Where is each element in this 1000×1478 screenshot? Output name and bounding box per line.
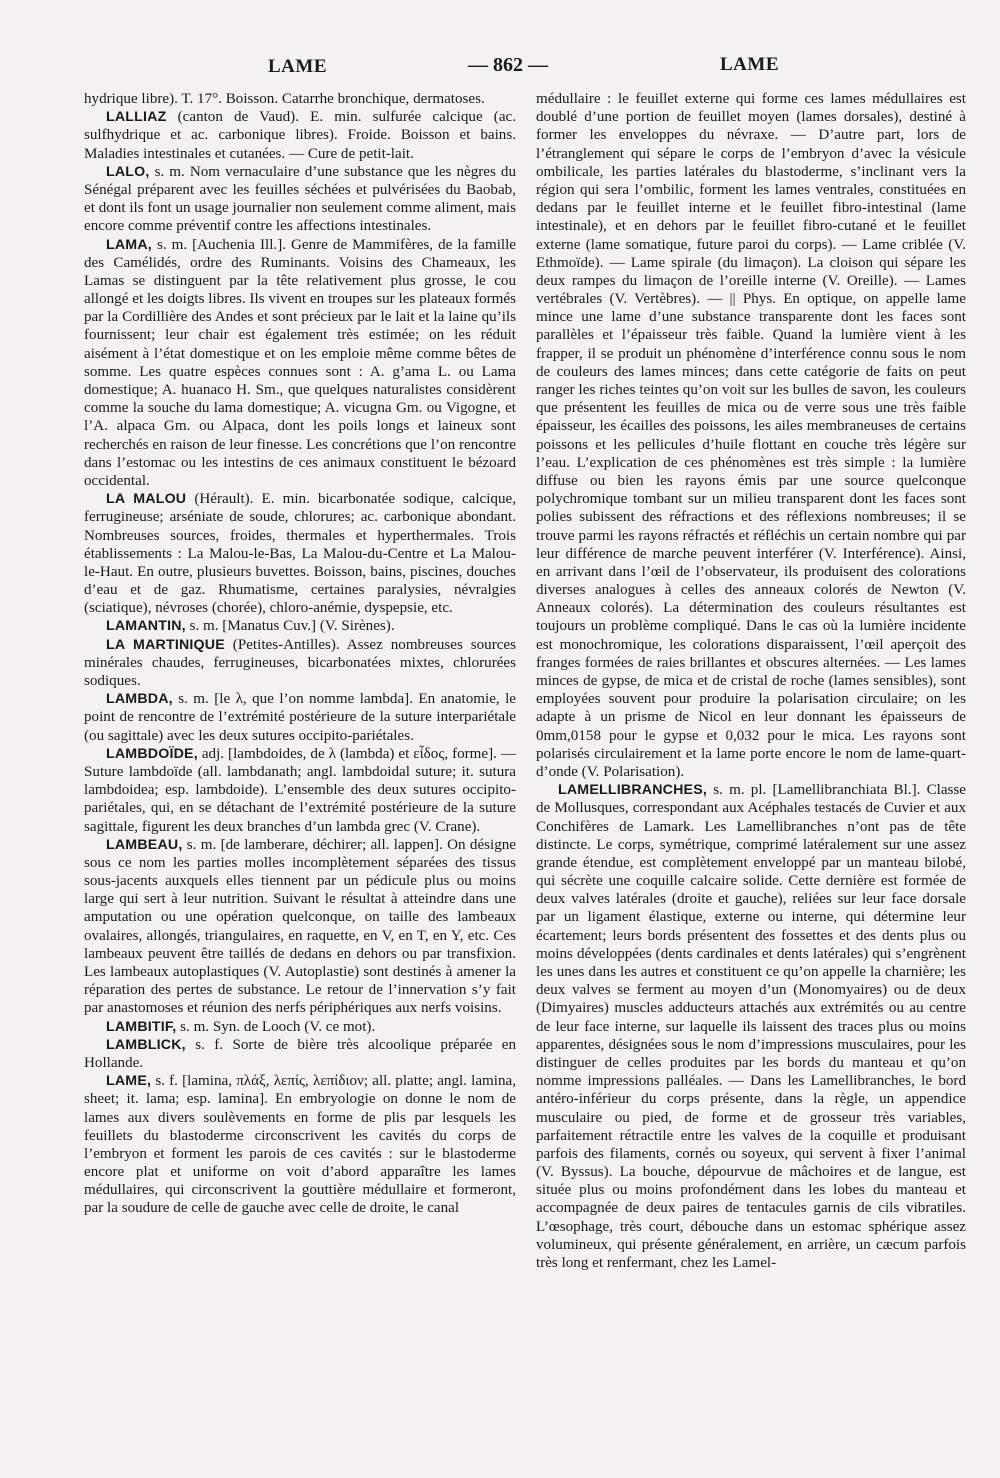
entry-text: s. m. [Auchenia Ill.]. Genre de Mammifères, de la famille des Camélidés, ordre des Ruminants. Voisins des Chameaux, les Lamas se distinguent par la tête relativement plus grosse, le cou allongé et les doigts libres. Ils vivent en troupes sur les plateaux formés par la Cordillière des Andes et sont précieux par le lait et la laine qu’ils fournissent; leur chair est également très estimée; on les réduit aisément à l’état domestique et on les emploie même comme bêtes de somme. Les quatre espèces connues sont : A. g’ama L. ou Lama domestique; A. huanaco H. Sm., que quelques naturalistes considèrent comme la souche du lama domestique; A. vicugna Gm. ou Vigogne, et l’A. alpaca Gm. ou Alpaca, dont les poils longs et laineux sont recherchés en raison de leur finesse. Les concrétions que l’on rencontre dans l’estomac ou les intestins de ces animaux constituent le bézoard occidental. [84, 236, 516, 489]
dictionary-entry [536, 781, 966, 1272]
entry-text: s. m. [Manatus Cuv.] (V. Sirènes). [185, 618, 395, 635]
entry-text: (Hérault). E. min. bicarbonatée sodique, calcique, ferrugineuse; arséniate de soude, chlorures; ac. carbonique abondant. Nombreuses sources, froides, thermales et hyperthermales. Trois établissements : La Malou-le-Bas, La Malou-du-Centre et La Malou-le-Haut. En outre, plusieurs buvettes. Boisson, bains, piscines, douches d’eau et de gaz. Rhumatisme, certaines paralysies, névralgies (sciatique), névroses (chorée), chloro-anémie, dyspepsie, etc. [84, 491, 516, 617]
right-column [536, 90, 966, 1272]
running-header [0, 52, 1000, 88]
dictionary-entry [84, 163, 516, 236]
dictionary-entry [84, 690, 516, 745]
entry-headword: LALLIAZ [106, 109, 167, 126]
dictionary-entry [84, 236, 516, 491]
header-right-word: LAME [720, 54, 779, 75]
entry-headword: LALO, [106, 163, 150, 180]
entry-text: s. f. Sorte de bière très alcoolique préparée en Hollande. [84, 1036, 516, 1071]
dictionary-entry [84, 490, 516, 617]
entry-text: hydrique libre). T. 17°. Boisson. Catarrhe bronchique, dermatoses. [84, 91, 485, 107]
dictionary-entry [536, 90, 966, 781]
entry-headword: LA MALOU [106, 491, 187, 508]
entry-text: s. m. [le λ, que l’on nomme lambda]. En anatomie, le point de rencontre de l’extrémité postérieure de la suture interpariétale (ou sagittale) avec les deux sutures occipito-pariétales. [84, 691, 516, 744]
entry-text: (canton de Vaud). E. min. sulfurée calcique (ac. sulfhydrique et ac. carbonique libres). Froide. Boisson et bains. Maladies intestinales et cutanées. — Cure de petit-lait. [84, 109, 516, 162]
entry-headword: LA MARTINIQUE [106, 636, 225, 653]
entry-text: (Petites-Antilles). Assez nombreuses sources minérales chaudes, ferrugineuses, bicarbonatées mixtes, chlorurées sodiques. [84, 636, 516, 689]
entry-headword: LAMBEAU, [106, 836, 183, 853]
dictionary-entry [84, 1072, 516, 1218]
dictionary-entry [84, 1018, 516, 1036]
entry-text: s. m. [de lamberare, déchirer; all. lappen]. On désigne sous ce nom les parties molles incomplètement séparées des tissus sous-jacents auxquels elles tiennent par un pédicule plus ou moins large qui sert à leur nutrition. Suivant le résultat à atteindre dans une amputation ou une opération quelconque, on taille des lambeaux ovalaires, allongés, triangulaires, en raquette, en V, en T, en Y, etc. Ces lambeaux peuvent être taillés de dedans en dehors ou par transfixion. Les lambeaux autoplastiques (V. Autoplastie) sont destinés à amener la réparation des pertes de substance. Le retour de l’innervation s’y fait par anastomoses et réunion des nerfs périphériques aux nerfs voisins. [84, 836, 516, 1017]
dictionary-entry [84, 90, 516, 108]
entry-headword: LAMA, [106, 236, 152, 253]
dictionary-entry [84, 1036, 516, 1072]
dictionary-entry [84, 636, 516, 691]
entry-headword: LAMELLIBRANCHES, [558, 782, 708, 799]
entry-headword: LAMBDOÏDE, [106, 745, 198, 762]
entry-headword: LAMBLICK, [106, 1036, 186, 1053]
entry-text: s. m. Nom vernaculaire d’une substance que les nègres du Sénégal préparent avec les feuilles séchées et pulvérisées du Baobab, et dont ils font un usage journalier non seulement comme aliment, mais encore comme préventif contre les affections intestinales. [84, 163, 516, 235]
left-column [84, 90, 516, 1218]
entry-text: médullaire : le feuillet externe qui forme ces lames médullaires est doublé d’une portion de feuillet moyen (lames dorsales), destiné à former les enveloppes du névraxe. — D’autre part, lors de l’étranglement qui sépare le corps de l’embryon d’avec la vésicule ombilicale, les parties latérales du blastoderme, s’inclinant vers la région qui sera l’ombilic, forment les lames ventrales, constituées en dedans par le feuillet interne et le feuillet fibro-intestinal (lame intestinale), et en dehors par le feuillet fibro-cutané et le feuillet externe (lame somatique, future paroi du corps). — Lame criblée (V. Ethmoïde). — Lame spirale (du limaçon). La cloison qui sépare les deux rampes du limaçon de l’oreille interne (V. Oreille). — Lames vertébrales (V. Vertèbres). — || Phys. En optique, on appelle lame mince une lame d’une substance transparente dont les faces sont parallèles et l’épaisseur très faible. Quand la lumière vient à les frapper, il se produit un phénomène d’interférence connu sous le nom de couleurs des lames minces; dans cette catégorie de faits on peut ranger les riches teintes qu’on voit sur les bulles de savon, les couleurs que présentent les feuilles de mica ou de verre sous une très faible épaisseur, les écailles des poissons, les ailes membraneuses de certains poissons et les pellicules d’huile flottant en couche très légère sur l’eau. L’explication de ces phénomènes est très simple : la lumière diffuse ou bien les rayons émis par une source quelconque polychromique tombant sur un milieu transparent dont les faces sont polies subissent des réfractions et des réflexions nombreuses; il se trouve parmi les rayons réfractés et réfléchis un certain nombre qui par leur différence de marche peuvent interférer (V. Interférence). Ainsi, en arrivant dans l’œil de l’observateur, ils produisent des colorations diverses analogues à celles des anneaux colorés de Newton (V. Anneaux colorés). La détermination des couleurs résultantes est toujours un problème compliqué. Dans le cas où la lumière incidente est monochromique, les colorations disparaissent, l’œil aperçoit des franges formées de raies brillantes et obscures alternées. — Les lames minces de gypse, de mica et de cristal de roche (lames sensibles), sont employées souvent pour produire la polarisation circulaire; on les adapte à un prisme de Nicol en leur donnant les épaisseurs de 0mm,0158 pour le gypse et 0,032 pour le mica. Les rayons sont polarisés circulairement et la lame porte encore le nom de lame-quart-d’onde (V. Polarisation). [536, 91, 966, 780]
entry-headword: LAMANTIN, [106, 618, 186, 635]
entry-text: s. m. pl. [Lamellibranchiata Bl.]. Classe de Mollusques, correspondant aux Acéphales testacés de Cuvier et aux Conchifères de Lamark. Les Lamellibranches n’ont pas de tête distincte. Le corps, symétrique, comprimé latéralement sur une assez grande étendue, est complètement enveloppé par un manteau bilobé, qui sécrète une coquille calcaire solide. Cette dernière est formée de deux valves latérales (droite et gauche), reliées sur leur face dorsale par un ligament élastique, externe ou interne, qui détermine leur écartement; leurs bords présentent des fossettes et des dents plus ou moins développées (dents cardinales et dents latérales) qui s’engrènent les unes dans les autres et constituent ce qu’on appelle la charnière; les deux valves se ferment au moyen d’un (Monomyaires) ou de deux (Dimyaires) muscles adducteurs attachés aux extrémités ou au centre de leur face interne, sur laquelle ils laissent des traces plus ou moins apparentes, désignées sous le nom d’impressions musculaires, pour les distinguer de celles produites par les bords du manteau et qu’on nomme impressions palléales. — Dans les Lamellibranches, le bord antéro-inférieur du corps présente, dans la règle, un appendice musculaire ou pied, de forme et de grosseur très variables, parfaitement rétractile entre les valves de la coquille et produisant parfois des filaments, cornés ou soyeux, qui servent à fixer l’animal (V. Byssus). La bouche, dépourvue de mâchoires et de langue, est située plus ou moins profondément dans les lobes du manteau et accompagnée de deux paires de tentacules garnis de cils vibratiles. L’œsophage, très court, débouche dans un estomac sphérique assez volumineux, qui présente généralement, en arrière, un cæcum parfois très long et renfermant, chez les Lamel- [536, 782, 966, 1271]
dictionary-entry [84, 108, 516, 163]
entry-text: adj. [lambdoides, de λ (lambda) et εἶδος, forme]. — Suture lambdoïde (all. lambdanath; angl. lambdoidal suture; it. sutura lambdoidea; esp. lambdoide). L’ensemble des deux sutures occipito-pariétales, qui, en se détachant de l’extrémité postérieure de la suture sagittale, figurent les deux branches d’un lambda grec (V. Crane). [84, 745, 516, 835]
header-left-word: LAME [268, 56, 327, 77]
entry-headword: LAMBITIF, [106, 1018, 177, 1035]
dictionary-entry [84, 617, 516, 635]
entry-headword: LAMBDA, [106, 691, 173, 708]
entry-headword: LAME, [106, 1073, 152, 1090]
entry-text: s. f. [lamina, πλάξ, λεπίς, λεπίδιον; all. platte; angl. lamina, sheet; it. lama; esp. lamina]. En embryologie on donne le nom de lames aux divers soulèvements en forme de plis par lesquels les feuillets du blastoderme circonscrivent les cavités du corps de l’embryon et forment les parois de ces cavités : sur le blastoderme encore plat et uniforme on voit d’abord apparaître les lames médullaires, qui circonscrivent la gouttière médullaire et formeront, par la soudure de celle de gauche avec celle de droite, le canal [84, 1073, 516, 1217]
dictionary-entry [84, 745, 516, 836]
entry-text: s. m. Syn. de Looch (V. ce mot). [176, 1018, 376, 1035]
dictionary-entry [84, 836, 516, 1018]
page-number: — 862 — [468, 54, 548, 76]
